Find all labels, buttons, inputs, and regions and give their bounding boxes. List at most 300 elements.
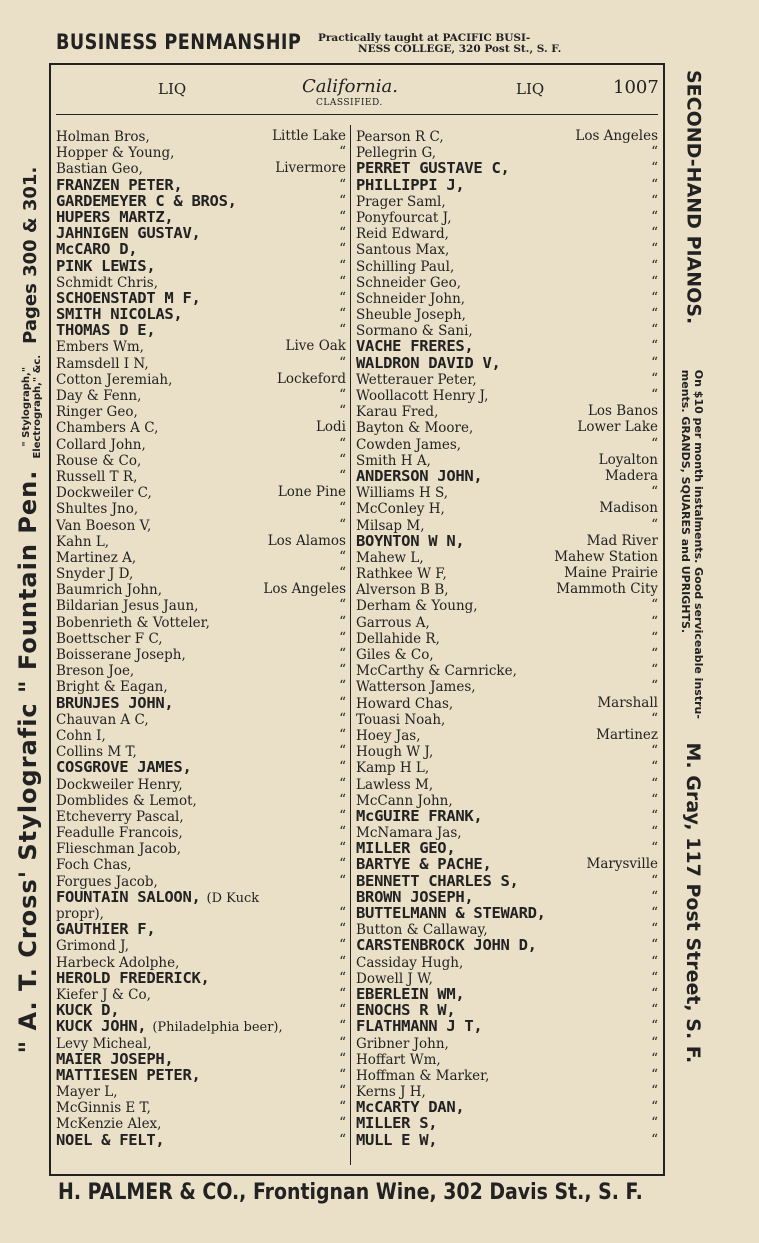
list-item [356,840,658,856]
entry-name: Feadulle Francois, [56,825,183,842]
bottom-advertisement: H. PALMER & CO., Frontignan Wine, 302 Davis St., S. F. [58,1180,643,1205]
entry-name: Cassiday Hugh, [356,954,464,971]
list-item [56,144,346,160]
entry-town: “ [651,824,658,841]
list-item [356,306,658,322]
list-item [56,873,346,889]
entry-town: “ [651,273,658,290]
list-item [56,1115,346,1131]
entry-name: FRANZEN PETER, [56,175,183,194]
entry-town: “ [339,597,346,614]
entry-town: “ [651,225,658,242]
entry-name: McKenzie Alex, [56,1116,162,1133]
header-right-guide: LIQ [516,80,545,98]
entry-town: “ [651,1131,658,1148]
list-item [56,403,346,419]
entry-town: “ [651,338,658,355]
entry-town: “ [339,953,346,970]
entry-town: “ [651,872,658,889]
list-item [56,970,346,986]
entry-town: “ [339,1131,346,1148]
entry-name: McGinnis E T, [56,1100,151,1117]
entry-name: Mayer L, [56,1084,118,1101]
entry-name: Derham & Young, [356,598,478,615]
list-item [356,403,658,419]
entry-town: “ [651,953,658,970]
entry-name: WALDRON DAVID V, [356,353,501,372]
entry-town: “ [339,500,346,517]
list-item [56,517,346,533]
entry-name: McGUIRE FRANK, [356,806,483,825]
entry-name: Hoffart Wm, [356,1051,441,1068]
entry-name: Kamp H L, [356,760,430,777]
list-item [356,937,658,953]
entry-town: “ [339,144,346,161]
entry-town: “ [651,354,658,371]
entry-name: MAIER JOSEPH, [56,1049,174,1068]
entry-town: “ [651,710,658,727]
entry-name: Ramsdell I N, [56,355,149,372]
entry-name: BOYNTON W N, [356,531,465,550]
entry-town: “ [339,937,346,954]
entry-town: “ [651,775,658,792]
entry-town: “ [651,1099,658,1116]
list-item [356,484,658,500]
entry-town: “ [339,791,346,808]
entry-town: “ [339,710,346,727]
entry-name: Ponyfourcat J, [356,209,452,226]
entry-name: FLATHMANN J T, [356,1017,483,1036]
entry-town: “ [651,192,658,209]
entry-name: Dockweiler Henry, [56,776,183,793]
list-item [356,1018,658,1034]
entry-town: “ [651,484,658,501]
entry-name: Schmidt Chris, [56,274,158,291]
entry-name: EBERLEIN WM, [356,984,465,1003]
list-item [56,1002,346,1018]
list-item [56,711,346,727]
entry-name: BRUNJES JOHN, [56,693,174,712]
entry-name: Williams H S, [356,485,449,502]
entry-name: Hopper & Young, [56,145,175,162]
list-item [356,792,658,808]
entry-name: Prager Saml, [356,193,446,210]
entry-name: McNamara Jas, [356,825,462,842]
entry-name: Hoey Jas, [356,727,421,744]
list-item [56,533,346,549]
entry-town: “ [339,1099,346,1116]
list-item [56,193,346,209]
entry-town: “ [651,646,658,662]
entry-name: Mahew L, [356,549,424,566]
list-item [56,209,346,225]
entry-name: Chambers A C, [56,420,159,437]
list-item [356,436,658,452]
list-item [356,776,658,792]
entry-name: Bastian Geo, [56,161,143,178]
list-item [356,759,658,775]
list-item [56,792,346,808]
entry-town: “ [339,807,346,824]
entry-town: “ [651,1083,658,1100]
list-item [56,662,346,678]
list-item [56,678,346,694]
entry-town: Mad River [586,532,658,549]
entry-name: Collard John, [56,436,146,453]
list-item [356,646,658,662]
list-item [56,549,346,565]
list-item [356,533,658,549]
entry-town: “ [339,694,346,711]
list-item [56,986,346,1002]
entry-name: Foch Chas, [56,857,132,874]
entry-town: Lodi [315,419,346,436]
list-item [56,1018,346,1034]
entry-town: “ [651,662,658,679]
entry-town: “ [339,435,346,452]
entry-town: “ [339,678,346,695]
list-item [56,614,346,630]
entry-name: Bildarian Jesus Jaun, [56,598,199,615]
list-item [356,597,658,613]
entry-name: HUPERS MARTZ, [56,207,174,226]
entry-town: “ [339,306,346,323]
entry-name: Ringer Geo, [56,404,138,421]
entry-town: “ [651,807,658,824]
entry-name: Kerns J H, [356,1084,426,1101]
entry-town: “ [651,289,658,306]
entry-name: GARDEMEYER C & BROS, [56,191,237,210]
entry-name: PHILLIPPI J, [356,175,465,194]
entry-name: JAHNIGEN GUSTAV, [56,224,201,243]
entry-town: “ [339,273,346,290]
entry-name: Bayton & Moore, [356,420,474,437]
list-item [56,290,346,306]
header-rule [56,114,658,115]
entry-town: “ [651,144,658,161]
list-item [356,1035,658,1051]
right-column [356,128,658,1148]
entry-town: “ [339,775,346,792]
right-ad-title: SECOND-HAND PIANOS. [682,70,705,325]
entry-name: Lawless M, [356,776,434,793]
entry-name: MATTIESEN PETER, [56,1065,201,1084]
left-ad-brace: " Stylograph," Electrograph," &c. [20,354,43,459]
entry-name: PERRET GUSTAVE C, [356,159,510,178]
list-item [356,452,658,468]
list-item [56,1067,346,1083]
list-item [56,1132,346,1148]
entry-town: Loyalton [598,451,658,468]
entry-town: “ [339,985,346,1002]
entry-town: “ [651,921,658,938]
entry-town: “ [339,176,346,193]
entry-name: Gribner John, [356,1035,449,1052]
list-item [356,1115,658,1131]
entry-name: COSGROVE JAMES, [56,758,192,777]
entry-name: Flieschman Jacob, [56,841,182,858]
entry-name: Karau Fred, [356,404,439,421]
entry-name: Howard Chas, [356,695,454,712]
list-item [56,355,346,371]
list-item [56,954,346,970]
entry-name: Levy Micheal, [56,1035,152,1052]
entry-town: Los Alamos [267,532,346,549]
entry-note: (D Kuck [206,890,260,906]
column-divider [350,125,351,1165]
list-item [356,1099,658,1115]
list-item [356,193,658,209]
list-item [56,840,346,856]
list-item [356,419,658,435]
list-item [356,1051,658,1067]
entry-town: Livermore [275,160,346,177]
entry-name: Reid Edward, [356,226,449,243]
entry-name: GAUTHIER F, [56,920,156,939]
entry-town: “ [339,969,346,986]
list-item [356,290,658,306]
left-advertisement [6,20,50,1200]
entry-town: “ [339,516,346,533]
entry-town: “ [651,969,658,986]
entry-name: Schneider Geo, [356,274,462,291]
list-item [56,905,346,921]
entry-town: “ [651,1050,658,1067]
entry-town: “ [339,289,346,306]
entry-town: “ [651,791,658,808]
entry-name: MILLER GEO, [356,839,456,858]
entry-name: Woollacott Henry J, [356,388,489,404]
entry-name: Giles & Co, [356,647,434,663]
left-column [56,128,346,1148]
list-item [356,274,658,290]
list-item [356,743,658,759]
right-advertisement [668,70,716,1180]
entry-name: ANDERSON JOHN, [356,466,483,485]
entry-town: “ [339,824,346,841]
entry-name: Garrous A, [356,614,430,631]
entry-town: “ [651,1034,658,1051]
list-item [356,549,658,565]
entry-town: “ [651,435,658,452]
list-item [356,468,658,484]
entry-name: Chauvan A C, [56,711,149,728]
entry-town: “ [339,646,346,662]
entry-name: Rouse & Co, [56,452,142,469]
entry-town: Lockeford [276,370,346,387]
entry-name: Pellegrin G, [356,145,437,162]
list-item [356,711,658,727]
list-item [56,646,346,662]
entry-name: BUTTELMANN & STEWARD, [356,904,546,922]
entry-town: “ [339,1083,346,1100]
list-item [356,371,658,387]
list-item [356,144,658,160]
entry-name: BARTYE & PACHE, [356,855,492,874]
entry-town: “ [339,257,346,274]
entry-town: “ [651,257,658,274]
entry-name: Sheuble Joseph, [356,307,466,324]
entry-town: “ [339,840,346,857]
entry-town: Marysville [586,856,658,873]
entry-town: “ [651,985,658,1002]
entry-town: “ [339,322,346,339]
list-item [356,565,658,581]
entry-name: MILLER S, [356,1114,438,1133]
entry-town: “ [651,516,658,533]
entry-name: THOMAS D E, [56,321,156,340]
list-item [356,889,658,905]
entry-name: Cotton Jeremiah, [56,371,173,388]
entry-name: Embers Wm, [56,339,144,356]
list-item [56,565,346,581]
list-item [356,241,658,257]
list-item [56,695,346,711]
list-item [56,241,346,257]
list-item [56,452,346,468]
page-header [56,74,658,110]
entry-name: Pearson R C, [356,129,444,145]
list-item [356,387,658,403]
entry-town: “ [651,888,658,905]
entry-name: Holman Bros, [56,129,150,145]
entry-name: Boettscher F C, [56,630,163,647]
entry-name: Bobenrieth & Votteler, [56,614,210,631]
entry-name: Schilling Paul, [356,258,455,275]
entry-name: Kiefer J & Co, [56,986,151,1003]
entry-name: Grimond J, [56,938,130,955]
entry-name: Bright & Eagan, [56,679,168,696]
entry-town: “ [651,678,658,695]
entry-town: “ [339,856,346,873]
entry-name: Van Boeson V, [56,517,152,534]
left-ad-title: " A. T. Cross' Stylografic " Fountain Pen. [13,469,42,1054]
list-item [356,1132,658,1148]
list-item [56,776,346,792]
entry-town: “ [339,613,346,630]
entry-name: McConley H, [356,501,445,518]
list-item [56,484,346,500]
entry-name: Baumrich John, [56,582,163,599]
entry-town: “ [339,872,346,889]
entry-name: Smith H A, [356,452,431,469]
entry-name: Rathkee W F, [356,566,447,583]
entry-name: Russell T R, [56,468,138,485]
entry-name: Etcheverry Pascal, [56,808,184,825]
entry-town: Madera [604,467,658,484]
list-item [356,355,658,371]
list-item [56,1035,346,1051]
entry-town: “ [651,840,658,857]
list-item [56,1051,346,1067]
list-item [56,225,346,241]
list-item [356,209,658,225]
entry-town: “ [651,322,658,339]
entry-name: Hough W J, [356,744,434,761]
entry-name: McCann John, [356,792,453,809]
entry-town: Mammoth City [556,581,658,598]
list-item [356,824,658,840]
entry-town: “ [651,1115,658,1132]
entry-town: “ [651,370,658,387]
entry-town: Lone Pine [277,484,346,501]
entry-name: Breson Joe, [56,663,135,680]
entry-name: SCHOENSTADT M F, [56,288,201,307]
entry-name: Shultes Jno, [56,501,139,518]
list-item [356,160,658,176]
entry-town: “ [339,192,346,209]
list-item [356,500,658,516]
entry-town: “ [339,208,346,225]
entry-town: “ [339,905,346,921]
entry-name: Hoffman & Marker, [356,1067,490,1084]
entry-name: HEROLD FREDERICK, [56,968,210,987]
list-item [56,306,346,322]
list-item [356,1002,658,1018]
entry-name: Martinez A, [56,549,137,566]
list-item [56,128,346,144]
list-item [56,1099,346,1115]
entry-town: “ [651,208,658,225]
entry-town: Live Oak [285,338,346,355]
entry-town: “ [651,613,658,630]
entry-name: FOUNTAIN SALOON, [56,887,201,906]
list-item [56,889,346,905]
entry-name: Kahn L, [56,533,110,550]
list-item [56,808,346,824]
list-item [356,128,658,144]
list-item [56,371,346,387]
entry-name: Domblides & Lemot, [56,792,197,809]
list-item [56,597,346,613]
list-item [356,856,658,872]
entry-town: “ [339,403,346,420]
entry-town: “ [651,905,658,921]
list-item [356,986,658,1002]
entry-town: Los Angeles [263,581,346,598]
list-item [356,662,658,678]
entry-town: Martinez [596,726,658,743]
list-item [356,1083,658,1099]
entry-town: “ [339,225,346,242]
list-item [356,678,658,694]
entry-name: Milsap M, [356,517,425,534]
entry-town: “ [339,921,346,938]
entry-name: Schneider John, [356,290,466,307]
list-item [56,1083,346,1099]
entry-town: Mahew Station [554,548,658,565]
entry-name: Watterson James, [356,679,476,696]
list-item [356,954,658,970]
entry-town: “ [339,1034,346,1051]
entry-name: SMITH NICOLAS, [56,305,183,324]
entry-town: “ [339,1050,346,1067]
entry-name: Day & Fenn, [56,388,142,404]
entry-name: Cowden James, [356,436,462,453]
list-item [356,808,658,824]
list-item [56,274,346,290]
entry-town: “ [651,306,658,323]
list-item [356,1067,658,1083]
list-item [56,322,346,338]
page-number: 1007 [613,77,659,98]
list-item [356,630,658,646]
entry-town: “ [651,1002,658,1019]
left-ad-pages: Pages 300 & 301. [19,166,41,344]
list-item [56,727,346,743]
entry-town: “ [651,1066,658,1083]
right-ad-terms: On $10 per month instalments. Good serviceable instru- ments. GRANDS, SQUARES and UPRIGHTS. [679,369,705,719]
